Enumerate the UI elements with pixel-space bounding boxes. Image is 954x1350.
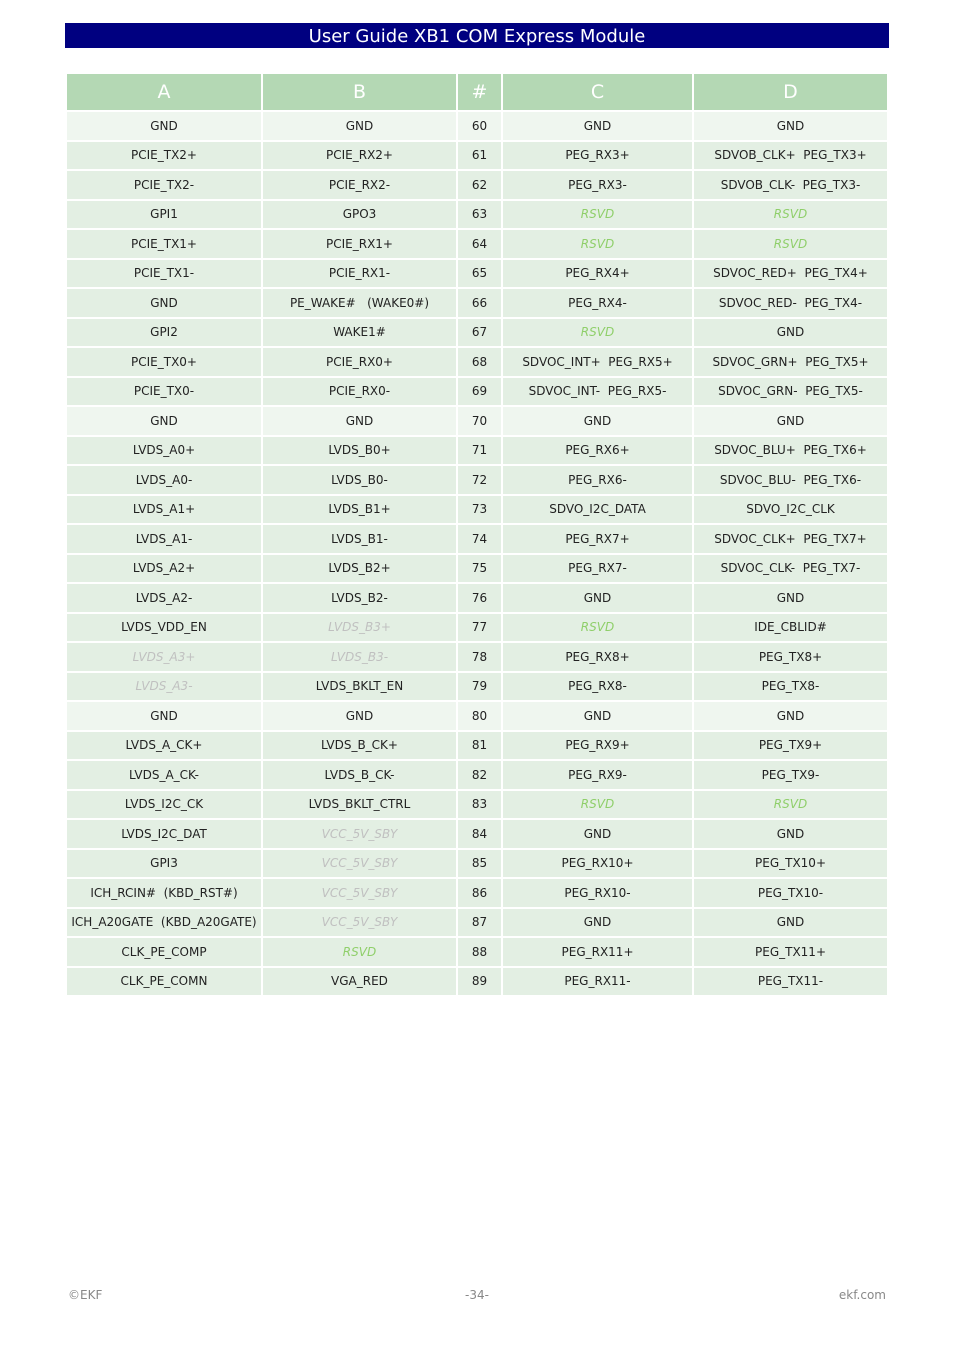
- cell-b: PCIE_RX0+: [262, 347, 457, 377]
- cell-d: SDVOC_CLK- PEG_TX7-: [693, 554, 887, 584]
- cell-d: SDVOC_RED+ PEG_TX4+: [693, 259, 887, 289]
- cell-b: LVDS_B2+: [262, 554, 457, 584]
- table-row: [67, 229, 887, 259]
- cell-a: LVDS_VDD_EN: [67, 613, 262, 643]
- table-row: [67, 819, 887, 849]
- cell-b: PCIE_RX2+: [262, 141, 457, 171]
- cell-b: VGA_RED: [262, 967, 457, 996]
- cell-c: RSVD: [502, 229, 693, 259]
- cell-a: ICH_A20GATE (KBD_A20GATE): [67, 908, 262, 938]
- cell-a: LVDS_A0-: [67, 465, 262, 495]
- cell-pin: 67: [457, 318, 502, 348]
- cell-a: GND: [67, 701, 262, 731]
- cell-b: LVDS_B1+: [262, 495, 457, 525]
- table-row: [67, 318, 887, 348]
- cell-pin: 70: [457, 406, 502, 436]
- cell-c: RSVD: [502, 613, 693, 643]
- table-row: [67, 524, 887, 554]
- table-row: [67, 731, 887, 761]
- cell-pin: 87: [457, 908, 502, 938]
- column-header-c: C: [502, 74, 693, 111]
- table-header-row: [67, 74, 887, 111]
- cell-a: LVDS_I2C_DAT: [67, 819, 262, 849]
- cell-b: LVDS_B0+: [262, 436, 457, 466]
- table-row: [67, 760, 887, 790]
- cell-a: CLK_PE_COMN: [67, 967, 262, 996]
- table-row: [67, 200, 887, 230]
- cell-b: LVDS_B2-: [262, 583, 457, 613]
- cell-pin: 82: [457, 760, 502, 790]
- cell-d: PEG_TX8+: [693, 642, 887, 672]
- cell-d: PEG_TX9+: [693, 731, 887, 761]
- table-row: [67, 790, 887, 820]
- cell-pin: 78: [457, 642, 502, 672]
- cell-b: LVDS_BKLT_CTRL: [262, 790, 457, 820]
- cell-d: SDVOC_CLK+ PEG_TX7+: [693, 524, 887, 554]
- cell-pin: 71: [457, 436, 502, 466]
- cell-b: RSVD: [262, 937, 457, 967]
- cell-d: SDVOC_RED- PEG_TX4-: [693, 288, 887, 318]
- page-title: User Guide XB1 COM Express Module: [65, 23, 889, 48]
- cell-pin: 88: [457, 937, 502, 967]
- table-row: [67, 347, 887, 377]
- cell-a: PCIE_TX1+: [67, 229, 262, 259]
- table-row: [67, 436, 887, 466]
- cell-pin: 62: [457, 170, 502, 200]
- cell-a: GPI2: [67, 318, 262, 348]
- cell-c: PEG_RX8-: [502, 672, 693, 702]
- cell-c: PEG_RX7-: [502, 554, 693, 584]
- cell-a: PCIE_TX2-: [67, 170, 262, 200]
- cell-c: PEG_RX3+: [502, 141, 693, 171]
- cell-pin: 72: [457, 465, 502, 495]
- cell-c: PEG_RX3-: [502, 170, 693, 200]
- table-row: [67, 849, 887, 879]
- cell-a: LVDS_A1-: [67, 524, 262, 554]
- cell-a: LVDS_A2-: [67, 583, 262, 613]
- table-row: [67, 259, 887, 289]
- cell-pin: 60: [457, 111, 502, 141]
- footer-website: ekf.com: [838, 1288, 886, 1302]
- cell-b: GND: [262, 701, 457, 731]
- cell-a: LVDS_I2C_CK: [67, 790, 262, 820]
- cell-b: GND: [262, 111, 457, 141]
- column-header-a: A: [67, 74, 262, 111]
- cell-c: SDVO_I2C_DATA: [502, 495, 693, 525]
- cell-b: VCC_5V_SBY: [262, 819, 457, 849]
- cell-c: PEG_RX10-: [502, 878, 693, 908]
- cell-d: GND: [693, 406, 887, 436]
- cell-d: GND: [693, 819, 887, 849]
- cell-d: PEG_TX9-: [693, 760, 887, 790]
- cell-d: SDVOC_GRN- PEG_TX5-: [693, 377, 887, 407]
- cell-a: PCIE_TX2+: [67, 141, 262, 171]
- footer-copyright: ©EKF: [68, 1288, 103, 1302]
- cell-a: LVDS_A2+: [67, 554, 262, 584]
- cell-b: VCC_5V_SBY: [262, 878, 457, 908]
- cell-a: LVDS_A3-: [67, 672, 262, 702]
- cell-a: PCIE_TX0-: [67, 377, 262, 407]
- cell-c: GND: [502, 908, 693, 938]
- cell-a: LVDS_A0+: [67, 436, 262, 466]
- table-row: [67, 908, 887, 938]
- cell-d: PEG_TX8-: [693, 672, 887, 702]
- cell-d: GND: [693, 583, 887, 613]
- table-body: [67, 111, 887, 995]
- cell-a: LVDS_A3+: [67, 642, 262, 672]
- cell-d: RSVD: [693, 790, 887, 820]
- cell-pin: 61: [457, 141, 502, 171]
- cell-a: PCIE_TX0+: [67, 347, 262, 377]
- cell-d: SDVO_I2C_CLK: [693, 495, 887, 525]
- cell-b: VCC_5V_SBY: [262, 849, 457, 879]
- cell-pin: 65: [457, 259, 502, 289]
- cell-d: PEG_TX10-: [693, 878, 887, 908]
- cell-b: VCC_5V_SBY: [262, 908, 457, 938]
- cell-d: GND: [693, 908, 887, 938]
- cell-pin: 81: [457, 731, 502, 761]
- table-row: [67, 141, 887, 171]
- cell-a: GND: [67, 406, 262, 436]
- cell-pin: 73: [457, 495, 502, 525]
- cell-pin: 79: [457, 672, 502, 702]
- cell-pin: 69: [457, 377, 502, 407]
- table-row: [67, 642, 887, 672]
- table-row: [67, 465, 887, 495]
- table-row: [67, 495, 887, 525]
- table-row: [67, 406, 887, 436]
- cell-pin: 89: [457, 967, 502, 996]
- cell-pin: 68: [457, 347, 502, 377]
- table-row: [67, 878, 887, 908]
- cell-b: LVDS_B3+: [262, 613, 457, 643]
- cell-b: PCIE_RX0-: [262, 377, 457, 407]
- cell-c: PEG_RX8+: [502, 642, 693, 672]
- cell-c: PEG_RX11+: [502, 937, 693, 967]
- cell-d: GND: [693, 318, 887, 348]
- cell-b: LVDS_BKLT_EN: [262, 672, 457, 702]
- cell-d: SDVOC_BLU- PEG_TX6-: [693, 465, 887, 495]
- table-row: [67, 288, 887, 318]
- cell-pin: 86: [457, 878, 502, 908]
- cell-c: PEG_RX7+: [502, 524, 693, 554]
- cell-c: PEG_RX10+: [502, 849, 693, 879]
- cell-pin: 63: [457, 200, 502, 230]
- table-row: [67, 967, 887, 996]
- cell-d: GND: [693, 111, 887, 141]
- cell-c: PEG_RX9-: [502, 760, 693, 790]
- cell-c: PEG_RX6-: [502, 465, 693, 495]
- cell-a: GND: [67, 111, 262, 141]
- cell-c: PEG_RX6+: [502, 436, 693, 466]
- cell-d: SDVOC_GRN+ PEG_TX5+: [693, 347, 887, 377]
- cell-d: PEG_TX10+: [693, 849, 887, 879]
- cell-b: GND: [262, 406, 457, 436]
- cell-d: SDVOB_CLK- PEG_TX3-: [693, 170, 887, 200]
- table-row: [67, 701, 887, 731]
- cell-c: RSVD: [502, 318, 693, 348]
- cell-a: LVDS_A_CK+: [67, 731, 262, 761]
- cell-pin: 75: [457, 554, 502, 584]
- cell-c: GND: [502, 701, 693, 731]
- cell-c: GND: [502, 406, 693, 436]
- cell-pin: 85: [457, 849, 502, 879]
- cell-c: SDVOC_INT+ PEG_RX5+: [502, 347, 693, 377]
- cell-c: PEG_RX9+: [502, 731, 693, 761]
- cell-d: GND: [693, 701, 887, 731]
- cell-pin: 66: [457, 288, 502, 318]
- cell-d: PEG_TX11+: [693, 937, 887, 967]
- cell-pin: 74: [457, 524, 502, 554]
- cell-c: GND: [502, 819, 693, 849]
- cell-a: GND: [67, 288, 262, 318]
- cell-d: SDVOB_CLK+ PEG_TX3+: [693, 141, 887, 171]
- column-header-d: D: [693, 74, 887, 111]
- cell-d: IDE_CBLID#: [693, 613, 887, 643]
- cell-d: RSVD: [693, 229, 887, 259]
- cell-pin: 76: [457, 583, 502, 613]
- cell-d: PEG_TX11-: [693, 967, 887, 996]
- cell-a: GPI3: [67, 849, 262, 879]
- table-row: [67, 937, 887, 967]
- cell-b: LVDS_B_CK+: [262, 731, 457, 761]
- cell-d: SDVOC_BLU+ PEG_TX6+: [693, 436, 887, 466]
- cell-pin: 84: [457, 819, 502, 849]
- cell-c: RSVD: [502, 200, 693, 230]
- pinout-table: [67, 74, 887, 995]
- table-row: [67, 583, 887, 613]
- cell-b: LVDS_B3-: [262, 642, 457, 672]
- table-row: [67, 613, 887, 643]
- cell-b: PCIE_RX2-: [262, 170, 457, 200]
- cell-b: WAKE1#: [262, 318, 457, 348]
- cell-c: GND: [502, 583, 693, 613]
- table-row: [67, 672, 887, 702]
- table-row: [67, 554, 887, 584]
- cell-a: PCIE_TX1-: [67, 259, 262, 289]
- cell-b: LVDS_B_CK-: [262, 760, 457, 790]
- cell-b: PE_WAKE# (WAKE0#): [262, 288, 457, 318]
- cell-b: GPO3: [262, 200, 457, 230]
- column-header-pin: #: [457, 74, 502, 111]
- cell-c: PEG_RX11-: [502, 967, 693, 996]
- cell-b: LVDS_B0-: [262, 465, 457, 495]
- cell-c: PEG_RX4+: [502, 259, 693, 289]
- cell-c: SDVOC_INT- PEG_RX5-: [502, 377, 693, 407]
- cell-pin: 77: [457, 613, 502, 643]
- table-row: [67, 170, 887, 200]
- cell-a: CLK_PE_COMP: [67, 937, 262, 967]
- cell-pin: 64: [457, 229, 502, 259]
- footer-page-number: -34-: [465, 1288, 489, 1302]
- cell-a: ICH_RCIN# (KBD_RST#): [67, 878, 262, 908]
- cell-c: GND: [502, 111, 693, 141]
- table-row: [67, 111, 887, 141]
- cell-a: GPI1: [67, 200, 262, 230]
- cell-c: PEG_RX4-: [502, 288, 693, 318]
- table-row: [67, 377, 887, 407]
- cell-b: LVDS_B1-: [262, 524, 457, 554]
- cell-c: RSVD: [502, 790, 693, 820]
- cell-b: PCIE_RX1-: [262, 259, 457, 289]
- cell-a: LVDS_A_CK-: [67, 760, 262, 790]
- cell-pin: 80: [457, 701, 502, 731]
- cell-b: PCIE_RX1+: [262, 229, 457, 259]
- cell-d: RSVD: [693, 200, 887, 230]
- cell-a: LVDS_A1+: [67, 495, 262, 525]
- cell-pin: 83: [457, 790, 502, 820]
- column-header-b: B: [262, 74, 457, 111]
